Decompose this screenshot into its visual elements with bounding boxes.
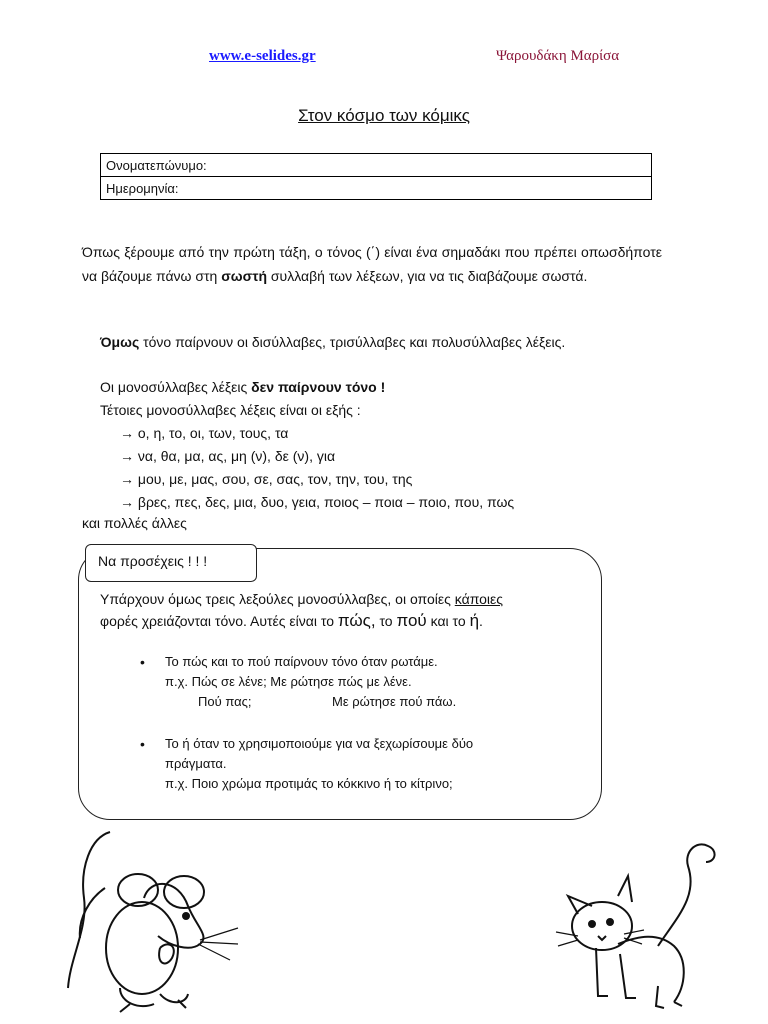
bullet-1-line-1: Το πώς και το πού παίρνουν τόνο όταν ρωτάμε. [165,654,438,669]
list-item [100,468,680,491]
bullet-1 [140,652,590,712]
word-i: ή [469,611,480,630]
arrow-icon: → [120,448,134,464]
page-title: Στον κόσμο των κόμικς [298,106,470,125]
bullet-2-line-2: πράγματα. [165,756,227,771]
second-paragraph-text: τόνο παίρνουν οι δισύλλαβες, τρισύλλαβες και πολυσύλλαβες λέξεις. [139,334,566,350]
bullet-1-example-a: Πού πας; [198,694,252,709]
mouse-illustration [60,828,240,1018]
list-item [100,422,680,445]
name-field[interactable]: Ονοματεπώνυμο: [101,154,652,177]
notice-line-1 [100,588,580,610]
notice-text [100,588,580,632]
rule-bold: δεν παίρνουν τόνο [251,379,377,395]
date-field[interactable]: Ημερομηνία: [101,177,652,200]
notice-underlined: κάποιες [454,591,504,607]
name-row [101,154,652,177]
cat-illustration [548,836,728,1016]
bullet-icon: • [140,654,145,670]
list-item [100,491,680,514]
notice-tab: Να προσέχεις ! ! ! [85,544,257,582]
bullet-1-line-2: π.χ. Πώς σε λένε; Με ρώτησε πώς με λένε. [165,674,412,689]
notice-line-2-sep2: και το [426,613,470,629]
intro-text-1: Όπως ξέρουμε από την πρώτη τάξη, ο τόνος (΄) είναι ένα σημαδάκι που πρέπει οπωσδήποτε να βάζουμε πάνω στη [82,244,662,284]
list-item-text: να, θα, μα, ας, μη (ν), δε (ν), για [137,448,336,464]
word-pos: πώς, [337,611,376,630]
rule-text: Οι μονοσύλλαβες λέξεις [100,379,252,395]
bullet-2 [140,734,590,794]
intro-paragraph [82,240,662,288]
notice-line-1-text: Υπάρχουν όμως τρεις λεξούλες μονοσύλλαβες, οι οποίες [100,591,455,607]
student-info-table [100,153,652,200]
list-item-text: μου, με, μας, σου, σε, σας, τον, την, του, της [137,471,413,487]
arrow-icon: → [120,425,134,441]
date-row [101,177,652,200]
rule-exclaim: ! [376,379,386,395]
notice-line-2-end: . [479,613,483,629]
author-name: Ψαρουδάκη Μαρίσα [496,48,620,64]
intro-text-2: συλλαβή των λέξεων, για να τις διαβάζουμε σωστά. [267,268,588,284]
list-item [100,445,680,468]
notice-line-2 [100,610,580,632]
bullet-icon: • [140,736,145,752]
however-word: Όμως [100,334,140,350]
notice-line-2-text: φορές χρειάζονται τόνο. Αυτές είναι το [100,613,338,629]
bullet-1-example-b: Με ρώτησε πού πάω. [332,694,457,709]
list-item-text: βρες, πες, δες, μια, δυο, γεια, ποιος – ποια – ποιο, που, πως [137,494,515,510]
examples-intro: Τέτοιες μονοσύλλαβες λέξεις είναι οι εξής : [100,402,361,418]
word-pou: πού [396,611,427,630]
intro-bold-correct: σωστή [221,268,268,284]
arrow-icon: → [120,471,134,487]
bullet-2-line-3: π.χ. Ποιο χρώμα προτιμάς το κόκκινο ή το κίτρινο; [165,776,453,791]
notice-line-2-sep: το [375,613,397,629]
arrow-icon: → [120,494,134,510]
bullet-2-line-1: Το ή όταν το χρησιμοποιούμε για να ξεχωρίσουμε δύο [165,736,474,751]
and-more: και πολλές άλλες [82,515,187,531]
site-link[interactable]: www.e-selides.gr [209,48,316,64]
monosyllable-section [100,376,680,514]
second-paragraph [100,330,680,354]
bullet-1-line-3 [140,692,590,712]
list-item-text: ο, η, το, οι, των, τους, τα [137,425,289,441]
rule-line [100,376,680,399]
